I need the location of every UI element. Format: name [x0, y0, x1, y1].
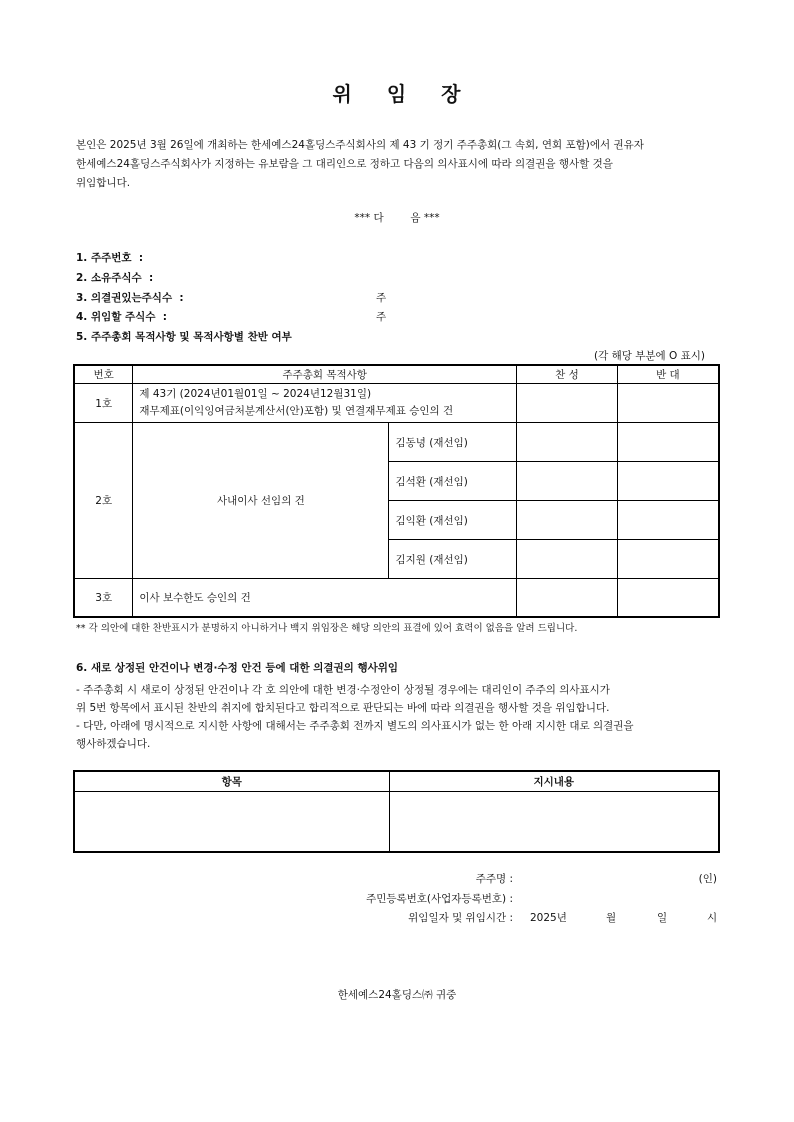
- vote-for-cell[interactable]: [517, 501, 618, 540]
- shareholder-name-label: 주주명 :: [475, 873, 513, 885]
- agenda-no: 1호: [74, 384, 133, 423]
- agenda-table: [73, 364, 720, 618]
- section6-line: 위 5번 항목에서 표시된 찬반의 취지에 합치된다고 합리적으로 판단되는 바에 따라 의결권을 행사할 것을 위임합니다.: [76, 702, 610, 714]
- document-title: 위 임 장: [332, 82, 462, 106]
- vote-for-cell[interactable]: [517, 462, 618, 501]
- date-month: 월: [606, 912, 617, 924]
- vote-for-cell[interactable]: [517, 384, 618, 423]
- date-day: 일: [657, 912, 668, 924]
- instruction-table: [73, 770, 720, 853]
- candidate-name: 김지원 (재선임): [389, 540, 517, 579]
- shareholder-number-field: 1. 주주번호 :: [76, 252, 144, 264]
- addressee: 한세예스24홀딩스㈜ 귀중: [337, 989, 457, 1001]
- vote-against-cell[interactable]: [617, 501, 719, 540]
- section-heading-details: *** 다 음 ***: [354, 212, 440, 224]
- table-row: [74, 384, 719, 423]
- agenda-item: [133, 384, 517, 423]
- section6-heading: 6. 새로 상정된 안건이나 변경·수정 안건 등에 대한 의결권의 행사위임: [76, 662, 399, 674]
- vote-for-cell[interactable]: [517, 540, 618, 579]
- agenda-heading: 5. 주주총회 목적사항 및 목적사항별 찬반 여부: [76, 331, 292, 343]
- table-row: [74, 792, 719, 853]
- vote-against-cell[interactable]: [617, 384, 719, 423]
- table-header-row: [74, 771, 719, 792]
- table-header-row: [74, 365, 719, 384]
- intro-paragraph: [76, 136, 726, 193]
- vote-against-cell[interactable]: [617, 462, 719, 501]
- intro-line: 본인은 2025년 3월 26일에 개최하는 한세예스24홀딩스주식회사의 제 43 기 정기 주주총회(그 속회, 연회 포함)에서 권유자: [76, 139, 644, 151]
- seal-mark: (인): [698, 873, 717, 885]
- vote-for-cell[interactable]: [517, 579, 618, 617]
- agenda-no: 2호: [74, 423, 133, 579]
- section6-line: - 다만, 아래에 명시적으로 지시한 사항에 대해서는 주주총회 전까지 별도의 의사표시가 없는 한 아래 지시한 대로 의결권을: [76, 720, 634, 732]
- delegated-shares-unit: 주: [376, 311, 387, 323]
- candidate-name: 김석환 (재선임): [389, 462, 517, 501]
- section6-line: - 주주총회 시 새로이 상정된 안건이나 각 호 의안에 대한 변경·수정안이 상정될 경우에는 대리인이 주주의 의사표시가: [76, 684, 610, 696]
- vote-for-cell[interactable]: [517, 423, 618, 462]
- header-for: 찬 성: [517, 365, 618, 384]
- vote-against-cell[interactable]: [617, 579, 719, 617]
- header-no: 번호: [74, 365, 133, 384]
- table-instruction-note: (각 해당 부분에 O 표시): [594, 350, 705, 362]
- instruction-item-cell[interactable]: [74, 792, 389, 853]
- table-row: [74, 423, 719, 462]
- intro-line: 위임합니다.: [76, 177, 131, 189]
- voting-shares-field: 3. 의결권있는주식수 :: [76, 292, 184, 304]
- delegated-shares-field: 4. 위임할 주식수 :: [76, 311, 167, 323]
- date-hour: 시: [707, 912, 718, 924]
- header-item: 항목: [74, 771, 389, 792]
- candidate-name: 김동녕 (재선임): [389, 423, 517, 462]
- section6-line: 행사하겠습니다.: [76, 738, 151, 750]
- header-against: 반 대: [617, 365, 719, 384]
- footnote: ** 각 의안에 대한 찬반표시가 분명하지 아니하거나 백지 위임장은 해당 의안의 표결에 있어 효력이 없음을 알려 드립니다.: [76, 623, 578, 634]
- delegation-date-label: 위임일자 및 위임시간 :: [408, 912, 513, 924]
- header-agenda-item: 주주총회 목적사항: [133, 365, 517, 384]
- date-year: 2025년: [530, 912, 567, 924]
- agenda-item: 이사 보수한도 승인의 건: [133, 579, 517, 617]
- intro-line: 한세예스24홀딩스주식회사가 지정하는 유보람을 그 대리인으로 정하고 다음의 의사표시에 따라 의결권을 행사할 것을: [76, 158, 613, 170]
- instruction-content-cell[interactable]: [389, 792, 719, 853]
- vote-against-cell[interactable]: [617, 423, 719, 462]
- agenda-item: 사내이사 선임의 건: [133, 423, 389, 579]
- table-row: [74, 579, 719, 617]
- section6-paragraph: [76, 681, 736, 753]
- agenda-item-line: 재무제표(이익잉여금처분계산서(안)포함) 및 연결재무제표 승인의 건: [139, 405, 454, 417]
- shares-owned-field: 2. 소유주식수 :: [76, 272, 154, 284]
- agenda-item-line: 제 43기 (2024년01월01일 ~ 2024년12월31일): [139, 388, 372, 400]
- registration-number-label: 주민등록번호(사업자등록번호) :: [366, 893, 513, 905]
- agenda-no: 3호: [74, 579, 133, 617]
- vote-against-cell[interactable]: [617, 540, 719, 579]
- voting-shares-unit: 주: [376, 292, 387, 304]
- header-instruction: 지시내용: [389, 771, 719, 792]
- candidate-name: 김익환 (재선임): [389, 501, 517, 540]
